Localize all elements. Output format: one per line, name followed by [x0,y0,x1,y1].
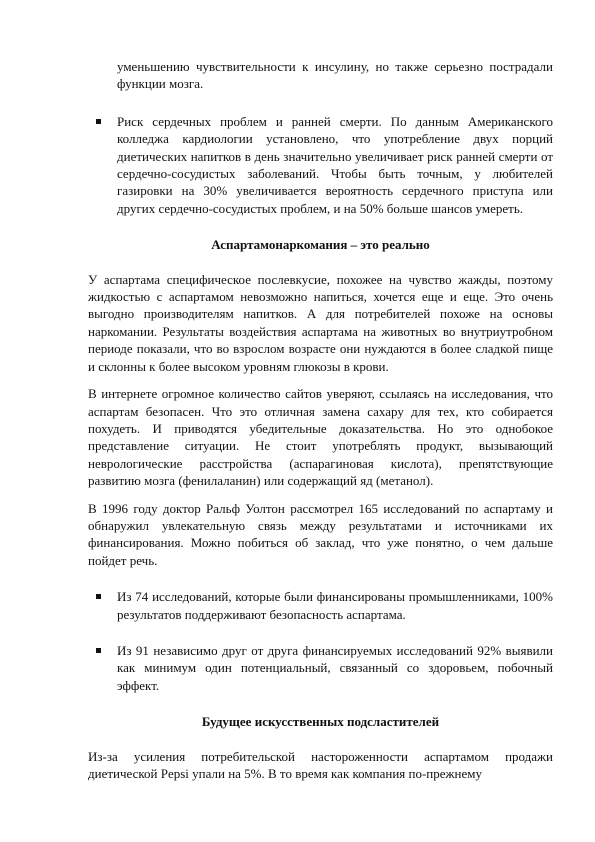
bullet-item-heart-risk [88,113,553,217]
bullet-text: Из 74 исследований, которые были финансированы промышленниками, 100% результатов поддерживают безопасность аспартама. [117,589,553,622]
bullet-item-industry-studies [88,588,553,623]
square-bullet-icon [96,648,101,653]
section-heading-future: Будущее искусственных подсластителей [201,714,440,730]
bullet-text: Риск сердечных проблем и ранней смерти. По данным Американского колледжа кардиологии установлено, что употребление двух порций диетических напитков в день значительно увеличивает риск ранней смерти от сердечно-сосудистых заболеваний. Чтобы быть точным, у любителей газировки на 30% увеличивается вероятность сердечного приступа или других сердечно-сосудистых проблем, и на 50% больше шансов умереть. [117,113,553,216]
square-bullet-icon [96,594,101,599]
paragraph-aftertaste: У аспартама специфическое послевкусие, похожее на чувство жажды, поэтому жидкостью с аспартамом невозможно напиться, хочется еще и еще. Это очень выгодно производителям напитков. А для потребителей похоже на основы наркомании. Результаты воздействия аспартама на животных во внутриутробном периоде показали, что во взрослом возрасте они нуждаются в более сладкой пище и склонны к более высоком уровням глюкозы в крови. [88,271,553,374]
paragraph-walton-study: В 1996 году доктор Ральф Уолтон рассмотрел 165 исследований по аспартаму и обнаружил увлекательную связь между результатами и источниками их финансирования. Можно побиться об заклад, что уже понятно, о чем дальше пойдет речь. [88,500,553,568]
square-bullet-icon [96,119,101,124]
document-body [88,58,553,792]
bullet-continuation: уменьшению чувствительности к инсулину, но также серьезно пострадали функции мозга. [117,59,553,92]
bullet-text: Из 91 независимо друг от друга финансируемых исследований 92% выявили как минимум один потенциальный, связанный со здоровьем, побочный эффект. [117,642,553,693]
paragraph-internet-claims: В интернете огромное количество сайтов уверяют, ссылаясь на исследования, что аспартам безопасен. Что это отличная замена сахару для тех, кто собирается похудеть. И приводятся убедительные доказательства. Но это однобокое представление ситуации. Не стоит употреблять продукт, вызывающий неврологические расстройства (аспарагиновая кислота), препятствующие развитию мозга (фенилаланин) или содержащий яд (метанол). [88,386,553,489]
section-heading-addiction: Аспартамонаркомания – это реально [211,237,430,253]
paragraph-pepsi-sales: Из-за усиления потребительской настороженности аспартамом продажи диетической Pepsi упали на 5%. В то время как компания по-прежнему [88,748,553,781]
bullet-item-independent-studies [88,642,553,694]
